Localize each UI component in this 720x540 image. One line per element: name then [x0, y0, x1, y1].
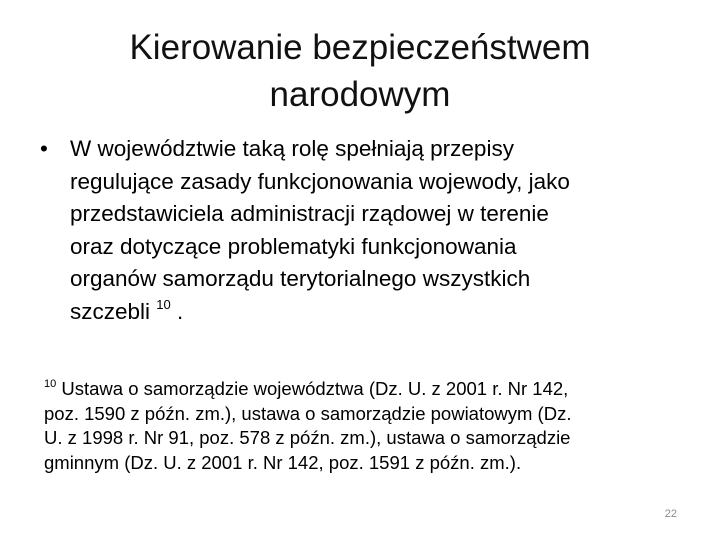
footnote: [44, 377, 694, 475]
bullet-text-line: oraz dotyczące problematyki funkcjonowania: [70, 233, 517, 259]
bullet-text-fragment: .: [170, 298, 184, 324]
bullet-text-line: regulujące zasady funkcjonowania wojewody, jako: [70, 168, 570, 194]
bullet-icon: •: [40, 136, 48, 161]
footnote-reference: 10: [156, 296, 171, 312]
bullet-text-line: W województwie taką rolę spełniają przepisy: [70, 136, 514, 161]
footnote-line: [44, 377, 694, 402]
footnote-line: U. z 1998 r. Nr 91, poz. 578 z późn. zm.), ustawa o samorządzie: [44, 427, 571, 448]
footnote-line: gminnym (Dz. U. z 2001 r. Nr 142, poz. 1591 z późn. zm.).: [44, 451, 522, 473]
bullet-list: [36, 133, 696, 328]
bullet-text-line-last: [70, 296, 696, 329]
bullet-text-fragment: szczebli: [70, 298, 157, 324]
slide-title-line: Kierowanie bezpieczeństwem: [129, 28, 591, 67]
footnote-number: 10: [44, 378, 57, 390]
footnote-text-fragment: Ustawa o samorządzie województwa (Dz. U. z 2001 r. Nr 142,: [56, 378, 569, 399]
page-number: 22: [664, 508, 677, 520]
bullet-text-line: przedstawiciela administracji rządowej w terenie: [70, 201, 549, 226]
slide-title: [60, 24, 660, 118]
footnote-line: poz. 1590 z późn. zm.), ustawa o samorządzie powiatowym (Dz.: [44, 402, 572, 424]
bullet-item: [36, 133, 696, 328]
slide-title-line: narodowym: [269, 75, 451, 114]
bullet-text-line: organów samorządu terytorialnego wszystkich: [70, 266, 531, 291]
